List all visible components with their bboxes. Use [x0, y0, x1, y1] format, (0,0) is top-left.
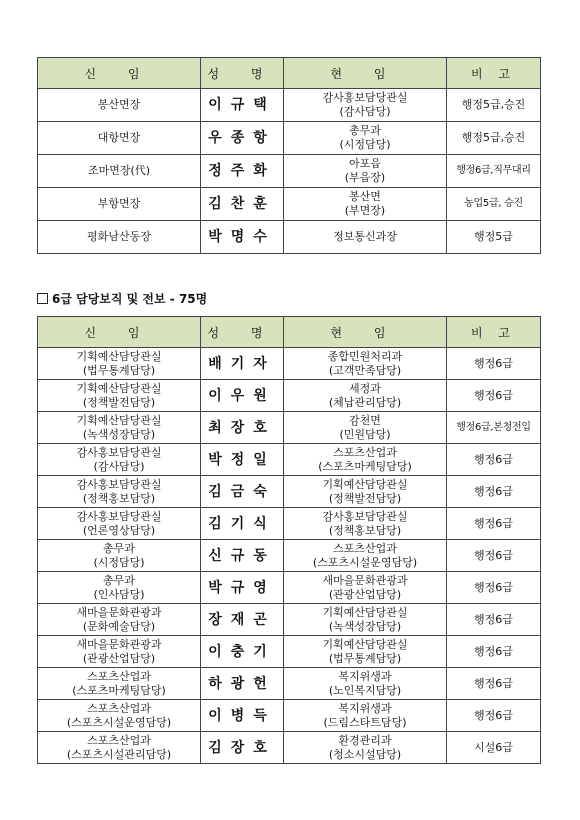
- table-row: [38, 540, 541, 572]
- person-name: 김금숙: [201, 476, 284, 508]
- person-name: 신규동: [201, 540, 284, 572]
- person-name: 박명수: [201, 221, 284, 254]
- current-post-line: 기획예산담당관실: [322, 637, 408, 651]
- table-row: [38, 188, 541, 221]
- remarks-cell: 행정6급: [447, 476, 541, 508]
- current-post-line: 새마을문화관광과: [322, 573, 408, 587]
- person-name: 우종항: [201, 122, 284, 155]
- new-post-cell: [38, 122, 201, 155]
- new-post-line: (법무통계담당): [82, 363, 156, 377]
- current-post-line: (민원담당): [339, 427, 391, 441]
- remarks-cell: 행정6급: [447, 636, 541, 668]
- new-post-line: 새마을문화관광과: [76, 637, 162, 651]
- table-row: [38, 604, 541, 636]
- new-post-line: (인사담당): [93, 587, 145, 601]
- header-new-post: 신 임: [38, 317, 201, 348]
- new-post-line: (스포츠시설관리담당): [66, 747, 172, 761]
- new-post-line: (문화예술담당): [82, 619, 156, 633]
- header-name: 성 명: [201, 58, 284, 89]
- new-post-cell: [38, 155, 201, 188]
- current-post-cell: [284, 188, 447, 221]
- new-post-line: 기획예산담당관실: [76, 381, 162, 395]
- current-post-line: (녹색성장담당): [328, 619, 402, 633]
- header-current-post: 현 임: [284, 317, 447, 348]
- table-row: [38, 636, 541, 668]
- table-row: [38, 89, 541, 122]
- new-post-cell: [38, 348, 201, 380]
- section-title: 6급 담당보직 및 전보 - 75명: [52, 292, 208, 306]
- current-post-line: (법무통계담당): [328, 651, 402, 665]
- current-post-line: (관광산업담당): [328, 587, 402, 601]
- table-row: [38, 380, 541, 412]
- table-row: [38, 122, 541, 155]
- new-post-line: 총무과: [103, 541, 135, 555]
- current-post-cell: [284, 380, 447, 412]
- new-post-line: (정책발전담당): [82, 395, 156, 409]
- current-post-line: (정책홍보담당): [328, 523, 402, 537]
- current-post-line: (시정담당): [339, 138, 391, 151]
- current-post-cell: [284, 572, 447, 604]
- new-post-cell: [38, 636, 201, 668]
- remarks-cell: 농업5급, 승진: [447, 188, 541, 221]
- table-row: [38, 155, 541, 188]
- new-post-cell: [38, 89, 201, 122]
- new-post-line: (언론영상담당): [82, 523, 156, 537]
- new-post-cell: [38, 221, 201, 254]
- current-post-line: (부면장): [344, 204, 386, 217]
- new-post-line: 기획예산담당관실: [76, 413, 162, 427]
- new-post-cell: [38, 604, 201, 636]
- remarks-cell: 행정6급: [447, 348, 541, 380]
- new-post-line: 봉산면장: [97, 98, 141, 111]
- new-post-line: (감사담당): [93, 459, 145, 473]
- header-remarks: 비 고: [447, 58, 541, 89]
- person-name: 이우원: [201, 380, 284, 412]
- remarks-cell: 행정5급: [447, 221, 541, 254]
- current-post-cell: [284, 540, 447, 572]
- new-post-line: 평화남산동장: [87, 230, 151, 243]
- remarks-cell: 행정6급: [447, 380, 541, 412]
- header-current-post: 현 임: [284, 58, 447, 89]
- new-post-cell: [38, 732, 201, 764]
- table-row: [38, 444, 541, 476]
- current-post-cell: [284, 348, 447, 380]
- current-post-line: (고객만족담당): [328, 363, 402, 377]
- current-post-line: (청소시설담당): [328, 747, 402, 761]
- current-post-line: (드림스타트담당): [323, 715, 407, 729]
- current-post-line: 아포읍: [349, 157, 381, 170]
- person-name: 이규택: [201, 89, 284, 122]
- new-post-cell: [38, 188, 201, 221]
- new-post-line: 기획예산담당관실: [76, 349, 162, 363]
- current-post-line: (감사담당): [339, 105, 391, 118]
- new-post-line: (스포츠시설운영담당): [66, 715, 172, 729]
- new-post-line: (스포츠마케팅담당): [72, 683, 166, 697]
- new-post-line: (관광산업담당): [82, 651, 156, 665]
- current-post-cell: [284, 636, 447, 668]
- table-row: [38, 348, 541, 380]
- person-name: 정주화: [201, 155, 284, 188]
- current-post-line: 스포츠산업과: [333, 445, 397, 459]
- table-row: [38, 412, 541, 444]
- current-post-line: 종합민원처리과: [327, 349, 403, 363]
- new-post-line: 감사홍보담당관실: [76, 477, 162, 491]
- section-heading: [37, 290, 207, 307]
- new-post-line: 스포츠산업과: [87, 701, 151, 715]
- new-post-cell: [38, 572, 201, 604]
- remarks-cell: 행정6급: [447, 444, 541, 476]
- table-row: [38, 668, 541, 700]
- new-post-line: 스포츠산업과: [87, 733, 151, 747]
- table-row: [38, 700, 541, 732]
- new-post-cell: [38, 540, 201, 572]
- new-post-line: 조마면장(代): [87, 164, 151, 177]
- header-name: 성 명: [201, 317, 284, 348]
- person-name: 배기자: [201, 348, 284, 380]
- remarks-cell: 시설6급: [447, 732, 541, 764]
- person-name: 박정일: [201, 444, 284, 476]
- current-post-line: (노인복지담당): [328, 683, 402, 697]
- current-post-line: 봉산면: [349, 190, 381, 203]
- remarks-cell: 행정6급,직무대리: [447, 155, 541, 188]
- person-name: 이병득: [201, 700, 284, 732]
- current-post-line: 총무과: [349, 124, 381, 137]
- new-post-line: 새마을문화관광과: [76, 605, 162, 619]
- current-post-cell: [284, 604, 447, 636]
- current-post-cell: [284, 444, 447, 476]
- new-post-line: 대항면장: [97, 131, 141, 144]
- new-post-cell: [38, 668, 201, 700]
- remarks-cell: 행정5급,승진: [447, 89, 541, 122]
- remarks-cell: 행정6급: [447, 604, 541, 636]
- person-name: 장재곤: [201, 604, 284, 636]
- new-post-cell: [38, 700, 201, 732]
- new-post-line: 스포츠산업과: [87, 669, 151, 683]
- current-post-line: 환경관리과: [338, 733, 392, 747]
- remarks-cell: 행정6급,본청전입: [447, 412, 541, 444]
- table-header-row: [38, 58, 541, 89]
- current-post-line: 정보통신과장: [333, 230, 397, 243]
- header-new-post: 신 임: [38, 58, 201, 89]
- current-post-line: (체납관리담당): [328, 395, 402, 409]
- remarks-cell: 행정6급: [447, 540, 541, 572]
- header-remarks: 비 고: [447, 317, 541, 348]
- current-post-cell: [284, 155, 447, 188]
- new-post-cell: [38, 508, 201, 540]
- table-header-row: [38, 317, 541, 348]
- remarks-cell: 행정6급: [447, 508, 541, 540]
- remarks-cell: 행정6급: [447, 700, 541, 732]
- remarks-cell: 행정6급: [447, 572, 541, 604]
- current-post-cell: [284, 122, 447, 155]
- current-post-line: 감사홍보담당관실: [322, 509, 408, 523]
- new-post-cell: [38, 380, 201, 412]
- new-post-line: 감사홍보담당관실: [76, 445, 162, 459]
- new-post-line: 감사홍보담당관실: [76, 509, 162, 523]
- new-post-line: 부항면장: [97, 197, 141, 210]
- current-post-cell: [284, 668, 447, 700]
- current-post-cell: [284, 89, 447, 122]
- appointment-table-1: [37, 57, 541, 254]
- person-name: 박규영: [201, 572, 284, 604]
- current-post-line: (스포츠시설운영담당): [312, 555, 418, 569]
- table-row: [38, 732, 541, 764]
- current-post-line: 세정과: [349, 381, 381, 395]
- remarks-cell: 행정5급,승진: [447, 122, 541, 155]
- remarks-cell: 행정6급: [447, 668, 541, 700]
- current-post-line: (정책발전담당): [328, 491, 402, 505]
- new-post-cell: [38, 444, 201, 476]
- person-name: 김기식: [201, 508, 284, 540]
- current-post-line: 복지위생과: [338, 669, 392, 683]
- checkbox-square-icon: [37, 293, 48, 304]
- person-name: 이충기: [201, 636, 284, 668]
- current-post-cell: [284, 732, 447, 764]
- new-post-cell: [38, 412, 201, 444]
- person-name: 하광헌: [201, 668, 284, 700]
- current-post-line: 스포츠산업과: [333, 541, 397, 555]
- current-post-cell: [284, 700, 447, 732]
- current-post-line: 복지위생과: [338, 701, 392, 715]
- new-post-line: (녹색성장담당): [82, 427, 156, 441]
- current-post-cell: [284, 476, 447, 508]
- table-row: [38, 572, 541, 604]
- current-post-line: 기획예산담당관실: [322, 477, 408, 491]
- table-row: [38, 508, 541, 540]
- current-post-line: 감천면: [349, 413, 381, 427]
- current-post-cell: [284, 412, 447, 444]
- table-row: [38, 221, 541, 254]
- current-post-cell: [284, 221, 447, 254]
- current-post-cell: [284, 508, 447, 540]
- appointment-table-2: [37, 316, 541, 764]
- person-name: 최장호: [201, 412, 284, 444]
- table-row: [38, 476, 541, 508]
- new-post-line: 총무과: [103, 573, 135, 587]
- current-post-line: 감사홍보담당관실: [322, 91, 408, 104]
- person-name: 김찬훈: [201, 188, 284, 221]
- new-post-line: (시정담당): [93, 555, 145, 569]
- new-post-cell: [38, 476, 201, 508]
- person-name: 김장호: [201, 732, 284, 764]
- current-post-line: 기획예산담당관실: [322, 605, 408, 619]
- current-post-line: (스포츠마케팅담당): [318, 459, 412, 473]
- new-post-line: (정책홍보담당): [82, 491, 156, 505]
- current-post-line: (부읍장): [344, 171, 386, 184]
